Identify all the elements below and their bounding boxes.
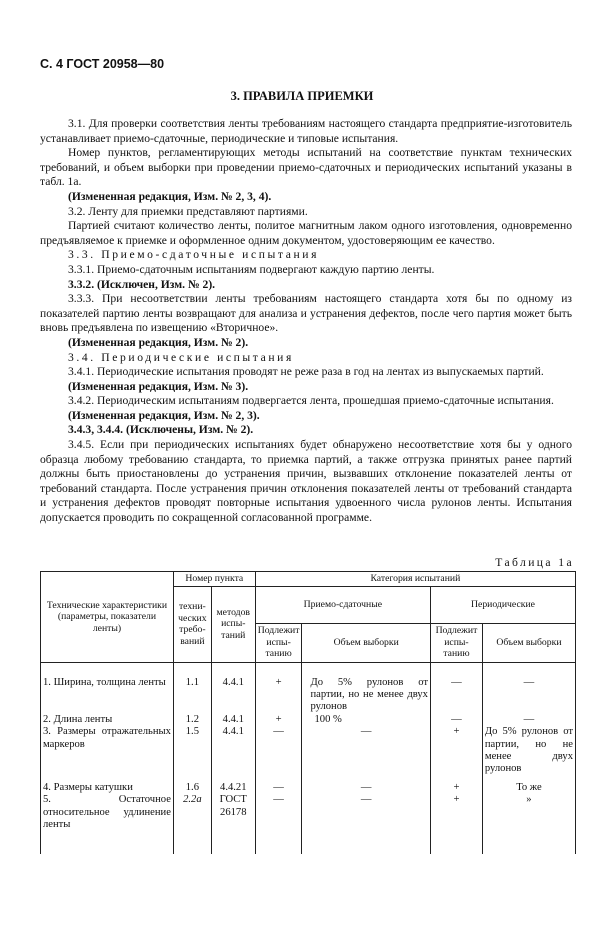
cell-acceptance-subject: + [255,714,302,726]
amendment-note: (Измененная редакция, Изм. № 2). [68,335,249,349]
cell-name: 5. Остаточное относительное удлинение ленты [41,794,174,854]
table-caption: Таблица 1а [495,556,574,569]
header-periodic: Периодические [430,586,575,623]
document-body [40,117,572,526]
cell-tech: 2.2а [173,794,211,854]
cell-tech: 1.2 [173,714,211,726]
paragraph: Номер пунктов, регламентирующих методы испытаний на соответствие пунктам технических требований, и объем выборки при проведении приемо-сдаточных и периодических испытаний указаны в табл. 1а. [40,146,572,189]
table-row [41,662,576,714]
header-test-category: Категория испытаний [255,572,575,587]
cell-periodic-sample: — [482,714,575,726]
paragraph: 3.3.3. При несоответствии ленты требованиям настоящего стандарта хотя бы по одному из показателей партию ленты возвращают для анализа и устранения дефектов, после чего партия может быть вновь предъявлена по извещению «Вторичное». [40,292,572,335]
header-tech-requirements: техни-ческих требо-ваний [173,586,211,662]
cell-periodic-subject: + [430,776,482,794]
paragraph: Партией считают количество ленты, политое магнитным лаком одного изготовления, одновременно предъявляемое к приемке и оформленное одним документом, удостоверяющим ее качество. [40,219,572,247]
header-subject-periodic: Подлежит испы-танию [430,623,482,662]
amendment-note: (Измененная редакция, Изм. № 3). [68,379,249,393]
cell-acceptance-sample: До 5% рулонов от партии, но не менее двух рулонов [302,662,431,714]
header-subject-acceptance: Подлежит испы-танию [255,623,302,662]
header-sample-acceptance: Объем выборки [302,623,431,662]
header-item-number: Номер пункта [173,572,255,587]
cell-method: 4.4.21 [211,776,255,794]
table-row [41,726,576,776]
paragraph: 3.2. Ленту для приемки представляют партиями. [68,204,308,218]
table-row [41,714,576,726]
cell-acceptance-subject: — [255,726,302,776]
amendment-note: (Измененная редакция, Изм. № 2, 3). [68,408,260,422]
cell-acceptance-subject: + [255,662,302,714]
cell-periodic-subject: + [430,794,482,854]
cell-periodic-subject: — [430,714,482,726]
cell-periodic-subject: — [430,662,482,714]
cell-acceptance-sample: 100 % [302,714,431,726]
cell-acceptance-subject: — [255,794,302,854]
amendment-note: (Измененная редакция, Изм. № 2, 3, 4). [68,189,272,203]
cell-tech: 1.1 [173,662,211,714]
header-acceptance: Приемо-сдаточные [255,586,430,623]
cell-periodic-sample: До 5% рулонов от партии, но не менее двух рулонов [482,726,575,776]
amendment-note: 3.3.2. (Исключен, Изм. № 2). [68,277,216,291]
header-sample-periodic: Объем выборки [482,623,575,662]
header-test-methods: методов испы-таний [211,586,255,662]
paragraph: 3.4.2. Периодическим испытаниям подвергается лента, прошедшая приемо-сдаточные испытания. [68,394,554,408]
cell-name: 1. Ширина, толщина ленты [41,662,174,714]
paragraph: 3.1. Для проверки соответствия ленты требованиям настоящего стандарта предприятие-изготовитель устанавливает приемо-сдаточные, периодические и типовые испытания. [40,117,572,145]
cell-periodic-sample: То же [482,776,575,794]
table-row [41,776,576,794]
section-title: 3. ПРАВИЛА ПРИЕМКИ [230,89,374,103]
acceptance-table [40,571,576,854]
cell-acceptance-sample: — [302,776,431,794]
header-characteristics: Технические характеристики (параметры, показатели ленты) [41,572,174,663]
cell-periodic-sample: — [482,662,575,714]
table-row [41,794,576,854]
cell-acceptance-sample: — [302,794,431,854]
cell-acceptance-sample: — [302,726,431,776]
cell-tech: 1.5 [173,726,211,776]
subsection-heading: 3.4. Периодические испытания [68,350,294,364]
cell-method: 4.4.1 [211,714,255,726]
paragraph: 3.4.1. Периодические испытания проводят не реже раза в год на лентах из выпускаемых партий. [68,365,544,379]
page-header: С. 4 ГОСТ 20958—80 [40,57,165,71]
cell-name: 3. Размеры отражательных маркеров [41,726,174,776]
amendment-note: 3.4.3, 3.4.4. (Исключены, Изм. № 2). [68,423,254,437]
cell-periodic-subject: + [430,726,482,776]
cell-method: 4.4.1 [211,726,255,776]
cell-periodic-sample: » [482,794,575,854]
cell-acceptance-subject: — [255,776,302,794]
paragraph: 3.3.1. Приемо-сдаточным испытаниям подвергают каждую партию ленты. [68,262,435,276]
cell-name: 4. Размеры катушки [41,776,174,794]
cell-method: ГОСТ 26178 [211,794,255,854]
cell-name: 2. Длина ленты [41,714,174,726]
paragraph: 3.4.5. Если при периодических испытаниях будет обнаружено несоответствие хотя бы у одного образца любому требованию стандарта, то приемка партий, а также отгрузка принятых ранее партий должны быть приостановлены до устранения причин, вызвавших отклонение показателей ленты от требований стандарта. После устранения причин отклонения показателей ленты от требований стандарта и устранения дефектов проводят повторные испытания удвоенного числа рулонов ленты. Испытания допускается проводить по сокращенной согласованной программе. [40,438,572,525]
cell-method: 4.4.1 [211,662,255,714]
subsection-heading: 3.3. Приемо-сдаточные испытания [68,248,320,262]
cell-tech: 1.6 [173,776,211,794]
